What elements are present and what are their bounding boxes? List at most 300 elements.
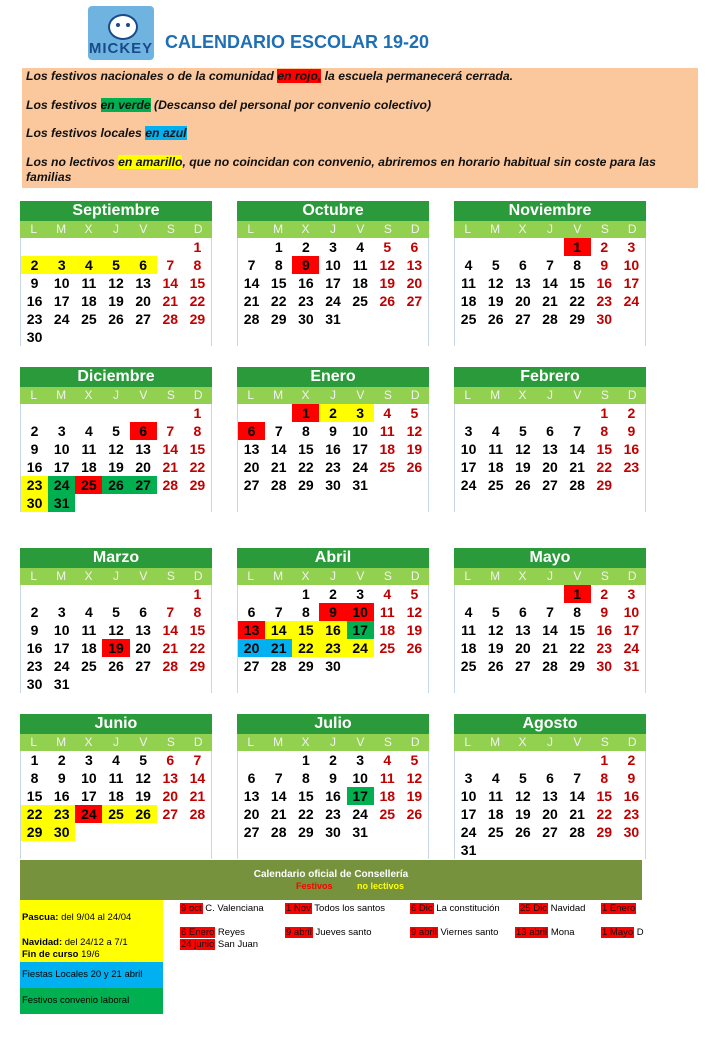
- holiday-item: [285, 927, 372, 938]
- day-cell: 3: [57, 423, 66, 439]
- weekday-label: D: [193, 388, 203, 402]
- holiday-date: 13 abril: [516, 927, 548, 938]
- day-cell: 20: [515, 640, 531, 656]
- weekday-label: V: [356, 222, 365, 236]
- day-cell: 1: [600, 752, 609, 768]
- day-cell: 22: [21, 805, 48, 823]
- day-cell: 24: [325, 293, 341, 309]
- day-cell: 28: [270, 824, 287, 840]
- day-cell: 13: [515, 275, 531, 291]
- day-cell: 28: [162, 477, 179, 493]
- day-cell: 5: [102, 256, 129, 274]
- day-cell: 25: [81, 311, 97, 327]
- day-cell: 11: [461, 622, 476, 638]
- holiday-name: Navidad: [550, 903, 586, 914]
- holiday-date: 1 Nov: [286, 903, 311, 914]
- day-cell: 1: [301, 752, 310, 768]
- day-cell: 30: [596, 311, 613, 327]
- day-cell: 19: [406, 441, 423, 457]
- day-cell: 4: [383, 752, 392, 768]
- day-cell: 6: [518, 604, 527, 620]
- day-cell: 5: [410, 752, 419, 768]
- weekday-label: X: [84, 735, 93, 749]
- day-cell: 23: [325, 459, 341, 475]
- day-cell: 16: [325, 788, 341, 804]
- legend-fin-curso: [22, 949, 100, 960]
- day-cell: 19: [135, 788, 151, 804]
- day-cell: 5: [410, 586, 419, 602]
- day-cell: 4: [383, 405, 392, 421]
- day-cell: 17: [53, 293, 70, 309]
- holiday-date: 9 abril: [411, 927, 437, 938]
- day-cell: 29: [569, 658, 585, 674]
- day-cell: 23: [26, 658, 43, 674]
- day-cell: 26: [406, 640, 423, 656]
- note-text: Los festivos nacionales o de la comunidad: [26, 69, 278, 83]
- day-cell: 17: [347, 787, 374, 805]
- holiday-name: La constitución: [436, 903, 500, 914]
- day-cell: 24: [347, 639, 374, 657]
- day-cell: 15: [292, 621, 319, 639]
- day-cell: 29: [21, 823, 48, 841]
- day-cell: 31: [48, 494, 75, 512]
- day-cell: 31: [460, 842, 477, 858]
- holiday-item: [180, 939, 258, 950]
- day-cell: 12: [515, 441, 531, 457]
- day-cell: 14: [243, 275, 260, 291]
- month-name: Agosto: [454, 714, 646, 734]
- day-cell: 27: [542, 824, 558, 840]
- day-cell: 30: [623, 824, 640, 840]
- day-cell: 23: [298, 293, 314, 309]
- day-grid: [237, 751, 429, 859]
- month-name: Julio: [237, 714, 429, 734]
- empty-cell: [482, 585, 509, 603]
- day-cell: 9: [329, 770, 337, 786]
- day-cell: 12: [487, 622, 504, 638]
- day-cell: 26: [108, 311, 124, 327]
- day-cell: 20: [135, 640, 151, 656]
- day-cell: 14: [265, 621, 292, 639]
- holiday-date: 9 abril: [286, 927, 312, 938]
- day-cell: 28: [243, 311, 260, 327]
- day-cell: 31: [352, 824, 368, 840]
- day-cell: 6: [247, 604, 256, 620]
- empty-cell: [265, 404, 292, 422]
- day-cell: 26: [102, 476, 129, 494]
- weekday-label: M: [56, 222, 67, 236]
- day-cell: 2: [329, 752, 337, 768]
- day-cell: 20: [542, 806, 558, 822]
- day-cell: 17: [460, 459, 477, 475]
- day-cell: 22: [189, 293, 206, 309]
- weekday-label: V: [356, 388, 365, 402]
- day-cell: 9: [30, 275, 39, 291]
- empty-cell: [482, 751, 509, 769]
- day-cell: 16: [298, 275, 314, 291]
- empty-cell: [482, 404, 509, 422]
- weekday-label: J: [329, 735, 336, 749]
- day-cell: 3: [356, 586, 365, 602]
- day-cell: 25: [487, 477, 504, 493]
- day-cell: 9: [600, 257, 609, 273]
- holiday-name: San Juan: [217, 939, 259, 950]
- weekday-label: V: [139, 222, 148, 236]
- day-cell: 21: [569, 459, 585, 475]
- day-cell: 9: [627, 423, 636, 439]
- day-cell: 12: [379, 257, 396, 273]
- day-cell: 28: [162, 311, 179, 327]
- day-cell: 25: [81, 658, 97, 674]
- holiday-name: C. Valenciana: [205, 903, 264, 914]
- day-cell: 5: [139, 752, 148, 768]
- empty-cell: [564, 751, 591, 769]
- day-cell: 24: [623, 640, 640, 656]
- day-cell: 2: [30, 423, 39, 439]
- weekday-label: S: [383, 735, 392, 749]
- holiday-date: 1 Mayo: [602, 927, 634, 938]
- day-cell: 16: [26, 459, 43, 475]
- day-cell: 9: [30, 622, 39, 638]
- day-cell: 7: [166, 423, 175, 439]
- legend-convenio: Festivos convenio laboral: [20, 988, 163, 1014]
- day-cell: 23: [325, 806, 341, 822]
- day-cell: 2: [627, 405, 636, 421]
- day-cell: 5: [383, 239, 392, 255]
- day-cell: 29: [189, 477, 206, 493]
- empty-cell: [48, 238, 75, 256]
- day-cell: 24: [352, 806, 368, 822]
- day-cell: 27: [243, 824, 260, 840]
- day-cell: 30: [325, 658, 341, 674]
- day-cell: 6: [166, 752, 175, 768]
- day-grid: [237, 404, 429, 512]
- day-grid: [20, 404, 212, 512]
- holiday-item: [601, 903, 636, 914]
- holiday-date: 6 Dic: [411, 903, 433, 914]
- weekday-label: V: [573, 735, 582, 749]
- day-cell: 3: [464, 770, 473, 786]
- holiday-date: 1 Enero: [602, 903, 636, 914]
- day-cell: 17: [347, 621, 374, 639]
- day-cell: 3: [329, 239, 337, 255]
- weekday-label: X: [301, 388, 310, 402]
- weekday-header: [20, 387, 212, 404]
- day-cell: 29: [596, 477, 613, 493]
- day-cell: 25: [379, 806, 396, 822]
- empty-cell: [238, 238, 265, 256]
- empty-cell: [75, 238, 102, 256]
- note-highlight-yellow: en amarillo: [118, 155, 183, 169]
- day-grid: [454, 751, 646, 859]
- day-cell: 13: [243, 441, 260, 457]
- day-cell: 1: [193, 586, 202, 602]
- day-cell: 28: [569, 477, 585, 493]
- month-name: Febrero: [454, 367, 646, 387]
- day-cell: 25: [379, 459, 396, 475]
- day-cell: 22: [189, 640, 206, 656]
- note-text: la escuela permanecerá cerrada.: [321, 69, 514, 83]
- weekday-header: [20, 568, 212, 585]
- empty-cell: [536, 751, 563, 769]
- holiday-item: [410, 903, 500, 914]
- weekday-label: D: [410, 222, 420, 236]
- empty-cell: [102, 585, 129, 603]
- weekday-label: L: [464, 569, 472, 583]
- day-cell: 5: [491, 257, 500, 273]
- day-cell: 11: [81, 622, 97, 638]
- day-cell: 15: [189, 275, 206, 291]
- note-text: Los no lectivos: [26, 155, 119, 169]
- day-cell: 29: [270, 311, 287, 327]
- day-cell: 26: [515, 824, 531, 840]
- day-cell: 22: [270, 293, 287, 309]
- empty-cell: [509, 238, 536, 256]
- day-cell: 13: [515, 622, 531, 638]
- day-cell: 30: [21, 494, 48, 512]
- empty-cell: [455, 751, 482, 769]
- weekday-label: J: [546, 388, 553, 402]
- month-name: Enero: [237, 367, 429, 387]
- weekday-label: L: [247, 735, 255, 749]
- holiday-date: 6 Enero: [181, 927, 215, 938]
- day-cell: 3: [464, 423, 473, 439]
- day-cell: 13: [135, 622, 151, 638]
- day-cell: 3: [57, 604, 66, 620]
- holiday-item: [601, 927, 644, 938]
- day-cell: 12: [406, 770, 423, 786]
- day-cell: 15: [298, 441, 314, 457]
- day-cell: 18: [379, 788, 396, 804]
- day-cell: 3: [627, 586, 636, 602]
- day-cell: 5: [491, 604, 500, 620]
- day-cell: 3: [627, 239, 636, 255]
- weekday-label: V: [573, 569, 582, 583]
- day-cell: 26: [406, 806, 423, 822]
- weekday-label: L: [464, 735, 472, 749]
- empty-cell: [130, 404, 157, 422]
- day-cell: 22: [298, 459, 314, 475]
- empty-cell: [455, 404, 482, 422]
- weekday-header: [454, 568, 646, 585]
- empty-cell: [455, 238, 482, 256]
- weekday-label: M: [273, 388, 284, 402]
- legend-value: del 9/04 al 24/04: [61, 912, 132, 923]
- weekday-label: L: [464, 222, 472, 236]
- empty-cell: [536, 238, 563, 256]
- month-calendar: [237, 548, 429, 693]
- month-calendar: [454, 201, 646, 346]
- day-cell: 5: [112, 604, 120, 620]
- day-cell: 31: [623, 658, 640, 674]
- empty-cell: [21, 404, 48, 422]
- weekday-label: M: [56, 569, 67, 583]
- day-cell: 25: [379, 640, 396, 656]
- day-cell: 30: [48, 823, 75, 841]
- day-cell: 23: [319, 639, 346, 657]
- day-cell: 16: [319, 621, 346, 639]
- day-cell: 5: [518, 423, 527, 439]
- weekday-label: S: [600, 388, 609, 402]
- weekday-label: S: [166, 222, 175, 236]
- empty-cell: [536, 404, 563, 422]
- empty-cell: [564, 404, 591, 422]
- weekday-label: V: [356, 569, 365, 583]
- day-cell: 25: [487, 824, 504, 840]
- day-cell: 24: [75, 805, 102, 823]
- day-cell: 23: [48, 805, 75, 823]
- day-cell: 16: [26, 640, 43, 656]
- day-cell: 14: [270, 788, 287, 804]
- day-cell: 22: [596, 806, 613, 822]
- day-cell: 14: [569, 788, 585, 804]
- day-cell: 26: [108, 658, 124, 674]
- day-cell: 21: [265, 639, 292, 657]
- day-cell: 14: [569, 441, 585, 457]
- empty-cell: [48, 585, 75, 603]
- weekday-label: J: [329, 388, 336, 402]
- day-grid: [20, 751, 212, 859]
- day-cell: 21: [189, 788, 206, 804]
- weekday-header: [454, 221, 646, 238]
- day-cell: 8: [193, 604, 202, 620]
- day-cell: 12: [515, 788, 531, 804]
- day-cell: 3: [48, 256, 75, 274]
- day-cell: 10: [623, 257, 640, 273]
- weekday-label: V: [573, 222, 582, 236]
- day-cell: 24: [352, 459, 368, 475]
- day-cell: 12: [108, 622, 124, 638]
- weekday-label: L: [30, 388, 38, 402]
- weekday-label: J: [546, 735, 553, 749]
- day-cell: 20: [542, 459, 558, 475]
- day-cell: 2: [57, 752, 66, 768]
- day-cell: 13: [162, 770, 179, 786]
- weekday-label: X: [301, 735, 310, 749]
- day-cell: 11: [379, 423, 395, 439]
- day-cell: 2: [30, 604, 39, 620]
- day-cell: 26: [406, 459, 423, 475]
- note-red: [26, 69, 694, 84]
- day-cell: 28: [542, 658, 558, 674]
- day-cell: 8: [573, 257, 582, 273]
- note-text: (Descanso del personal por convenio colectivo): [150, 98, 432, 112]
- day-cell: 23: [596, 293, 613, 309]
- day-cell: 22: [292, 639, 319, 657]
- day-cell: 21: [270, 806, 287, 822]
- day-cell: 7: [546, 604, 554, 620]
- weekday-label: J: [546, 569, 553, 583]
- empty-cell: [265, 585, 292, 603]
- day-cell: 13: [243, 788, 260, 804]
- day-cell: 19: [487, 293, 504, 309]
- weekday-label: S: [600, 735, 609, 749]
- day-cell: 11: [379, 770, 395, 786]
- day-cell: 30: [325, 477, 341, 493]
- weekday-label: J: [546, 222, 553, 236]
- day-cell: 15: [189, 622, 206, 638]
- month-calendar: [454, 548, 646, 693]
- weekday-label: X: [518, 222, 527, 236]
- day-grid: [454, 238, 646, 346]
- day-cell: 30: [26, 329, 43, 345]
- month-calendar: [454, 367, 646, 512]
- day-cell: 16: [596, 622, 613, 638]
- weekday-label: X: [301, 569, 310, 583]
- day-cell: 19: [406, 622, 423, 638]
- day-cell: 31: [53, 676, 70, 692]
- day-cell: 8: [573, 604, 582, 620]
- day-cell: 22: [298, 806, 314, 822]
- weekday-label: X: [518, 569, 527, 583]
- day-cell: 15: [569, 622, 585, 638]
- day-cell: 21: [542, 293, 558, 309]
- weekday-header: [454, 734, 646, 751]
- empty-cell: [21, 238, 48, 256]
- weekday-label: L: [247, 388, 255, 402]
- weekday-label: J: [112, 569, 119, 583]
- day-cell: 29: [596, 824, 613, 840]
- day-cell: 17: [53, 640, 70, 656]
- day-grid: [237, 238, 429, 346]
- day-cell: 11: [81, 275, 97, 291]
- day-cell: 10: [325, 257, 341, 273]
- weekday-header: [454, 387, 646, 404]
- weekday-label: S: [383, 388, 392, 402]
- day-cell: 17: [53, 459, 70, 475]
- day-cell: 7: [573, 423, 582, 439]
- weekday-label: S: [383, 569, 392, 583]
- day-cell: 17: [352, 441, 368, 457]
- legend-navidad: [22, 937, 128, 948]
- weekday-label: M: [490, 222, 501, 236]
- day-cell: 10: [352, 770, 368, 786]
- day-cell: 1: [301, 586, 310, 602]
- day-cell: 2: [600, 239, 609, 255]
- day-cell: 14: [162, 441, 179, 457]
- day-cell: 16: [623, 441, 640, 457]
- day-cell: 18: [81, 640, 97, 656]
- day-cell: 4: [464, 257, 473, 273]
- day-cell: 20: [406, 275, 423, 291]
- day-cell: 3: [84, 752, 93, 768]
- day-cell: 4: [491, 770, 500, 786]
- day-cell: 10: [460, 788, 477, 804]
- day-cell: 15: [26, 788, 43, 804]
- weekday-label: D: [410, 388, 420, 402]
- day-cell: 24: [53, 311, 70, 327]
- day-cell: 10: [81, 770, 97, 786]
- day-cell: 15: [189, 441, 206, 457]
- month-name: Octubre: [237, 201, 429, 221]
- empty-cell: [509, 751, 536, 769]
- day-cell: 10: [347, 603, 374, 621]
- day-cell: 7: [274, 423, 283, 439]
- month-name: Diciembre: [20, 367, 212, 387]
- empty-cell: [157, 238, 184, 256]
- day-cell: 2: [301, 239, 310, 255]
- day-cell: 17: [325, 275, 341, 291]
- empty-cell: [238, 585, 265, 603]
- empty-cell: [238, 751, 265, 769]
- legend-value: del 24/12 a 7/1: [64, 937, 128, 948]
- note-text: Los festivos: [26, 98, 101, 112]
- empty-cell: [157, 585, 184, 603]
- weekday-label: D: [627, 388, 637, 402]
- day-cell: 23: [623, 806, 640, 822]
- empty-cell: [482, 238, 509, 256]
- day-cell: 5: [410, 405, 419, 421]
